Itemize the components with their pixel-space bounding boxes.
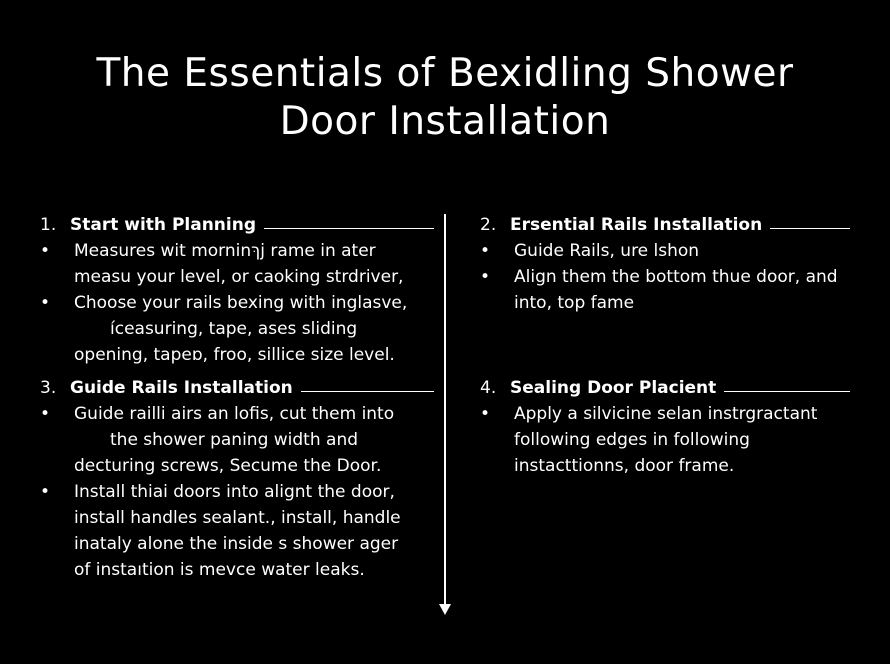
bullet-icon: • [40, 482, 51, 502]
page-title-line-2: Door Installation [279, 99, 611, 144]
list-item [480, 238, 850, 264]
bullet-icon: • [480, 404, 491, 424]
list-item [40, 290, 434, 368]
section-3-title: Guide Rails Installation [70, 378, 293, 398]
section-1-number: 1. [40, 215, 57, 235]
bullet-line: of instaıtion is mevce water leaks. [74, 560, 365, 580]
bullet-line: íceasuring, tape, ases sliding [110, 319, 358, 339]
bullet-line: into, top fame [514, 293, 635, 313]
section-1-title: Start with Planning [70, 215, 257, 235]
section-2-title: Ersential Rails Installation [510, 215, 763, 235]
bullet-icon: • [480, 267, 491, 287]
bullet-line: Align them the bottom thue door, and [514, 267, 838, 287]
section-3-heading [40, 375, 434, 401]
list-item [480, 264, 850, 316]
list-item [40, 479, 434, 583]
bullet-icon: • [480, 241, 491, 261]
section-1 [40, 212, 434, 368]
section-3-number: 3. [40, 378, 57, 398]
bullet-line: instacttionns, door frame. [514, 456, 735, 476]
section-2-rule [770, 228, 850, 229]
bullet-line: following edges in following [514, 430, 750, 450]
bullet-line: Apply a silvicine selan instrgractant [514, 404, 818, 424]
section-4-heading [480, 375, 850, 401]
section-2 [480, 212, 850, 316]
section-4 [480, 375, 850, 479]
bullet-line: Guide railli airs an lofis, cut them into [74, 404, 395, 424]
section-2-number: 2. [480, 215, 497, 235]
section-3-rule [301, 391, 434, 392]
section-1-heading [40, 212, 434, 238]
section-4-rule [724, 391, 850, 392]
bullet-line: the shower paning width and [110, 430, 359, 450]
section-1-rule [264, 228, 434, 229]
bullet-icon: • [40, 404, 51, 424]
bullet-icon: • [40, 293, 51, 313]
bullet-line: Choose your rails bexing with inglasve, [74, 293, 408, 313]
bullet-line: opening, tapeɒ, froo, sillice size level. [74, 345, 395, 365]
list-item [480, 401, 850, 479]
section-4-number: 4. [480, 378, 497, 398]
bullet-icon: • [40, 241, 51, 261]
page-title-line-1: The Essentials of Bexidling Shower [96, 51, 794, 96]
bullet-line: install handles sealant., install, handle [74, 508, 401, 528]
divider-arrow-down-icon [439, 604, 451, 615]
bullet-line: inataly alone the inside s shower ager [74, 534, 399, 554]
bullet-line: decturing screws, Secume the Door. [74, 456, 382, 476]
bullet-line: Install thiai doors into alignt the door, [74, 482, 395, 502]
bullet-line: Guide Rails, ure lshon [514, 241, 700, 261]
section-4-title: Sealing Door Placient [510, 378, 717, 398]
column-divider [444, 214, 446, 606]
section-3 [40, 375, 434, 583]
bullet-line: Measures wit morninךּj rame in ater [74, 241, 376, 261]
section-2-heading [480, 212, 850, 238]
list-item [40, 238, 434, 290]
page-title [0, 50, 890, 146]
bullet-line: measu your level, or caoking strdriver, [74, 267, 404, 287]
list-item [40, 401, 434, 479]
